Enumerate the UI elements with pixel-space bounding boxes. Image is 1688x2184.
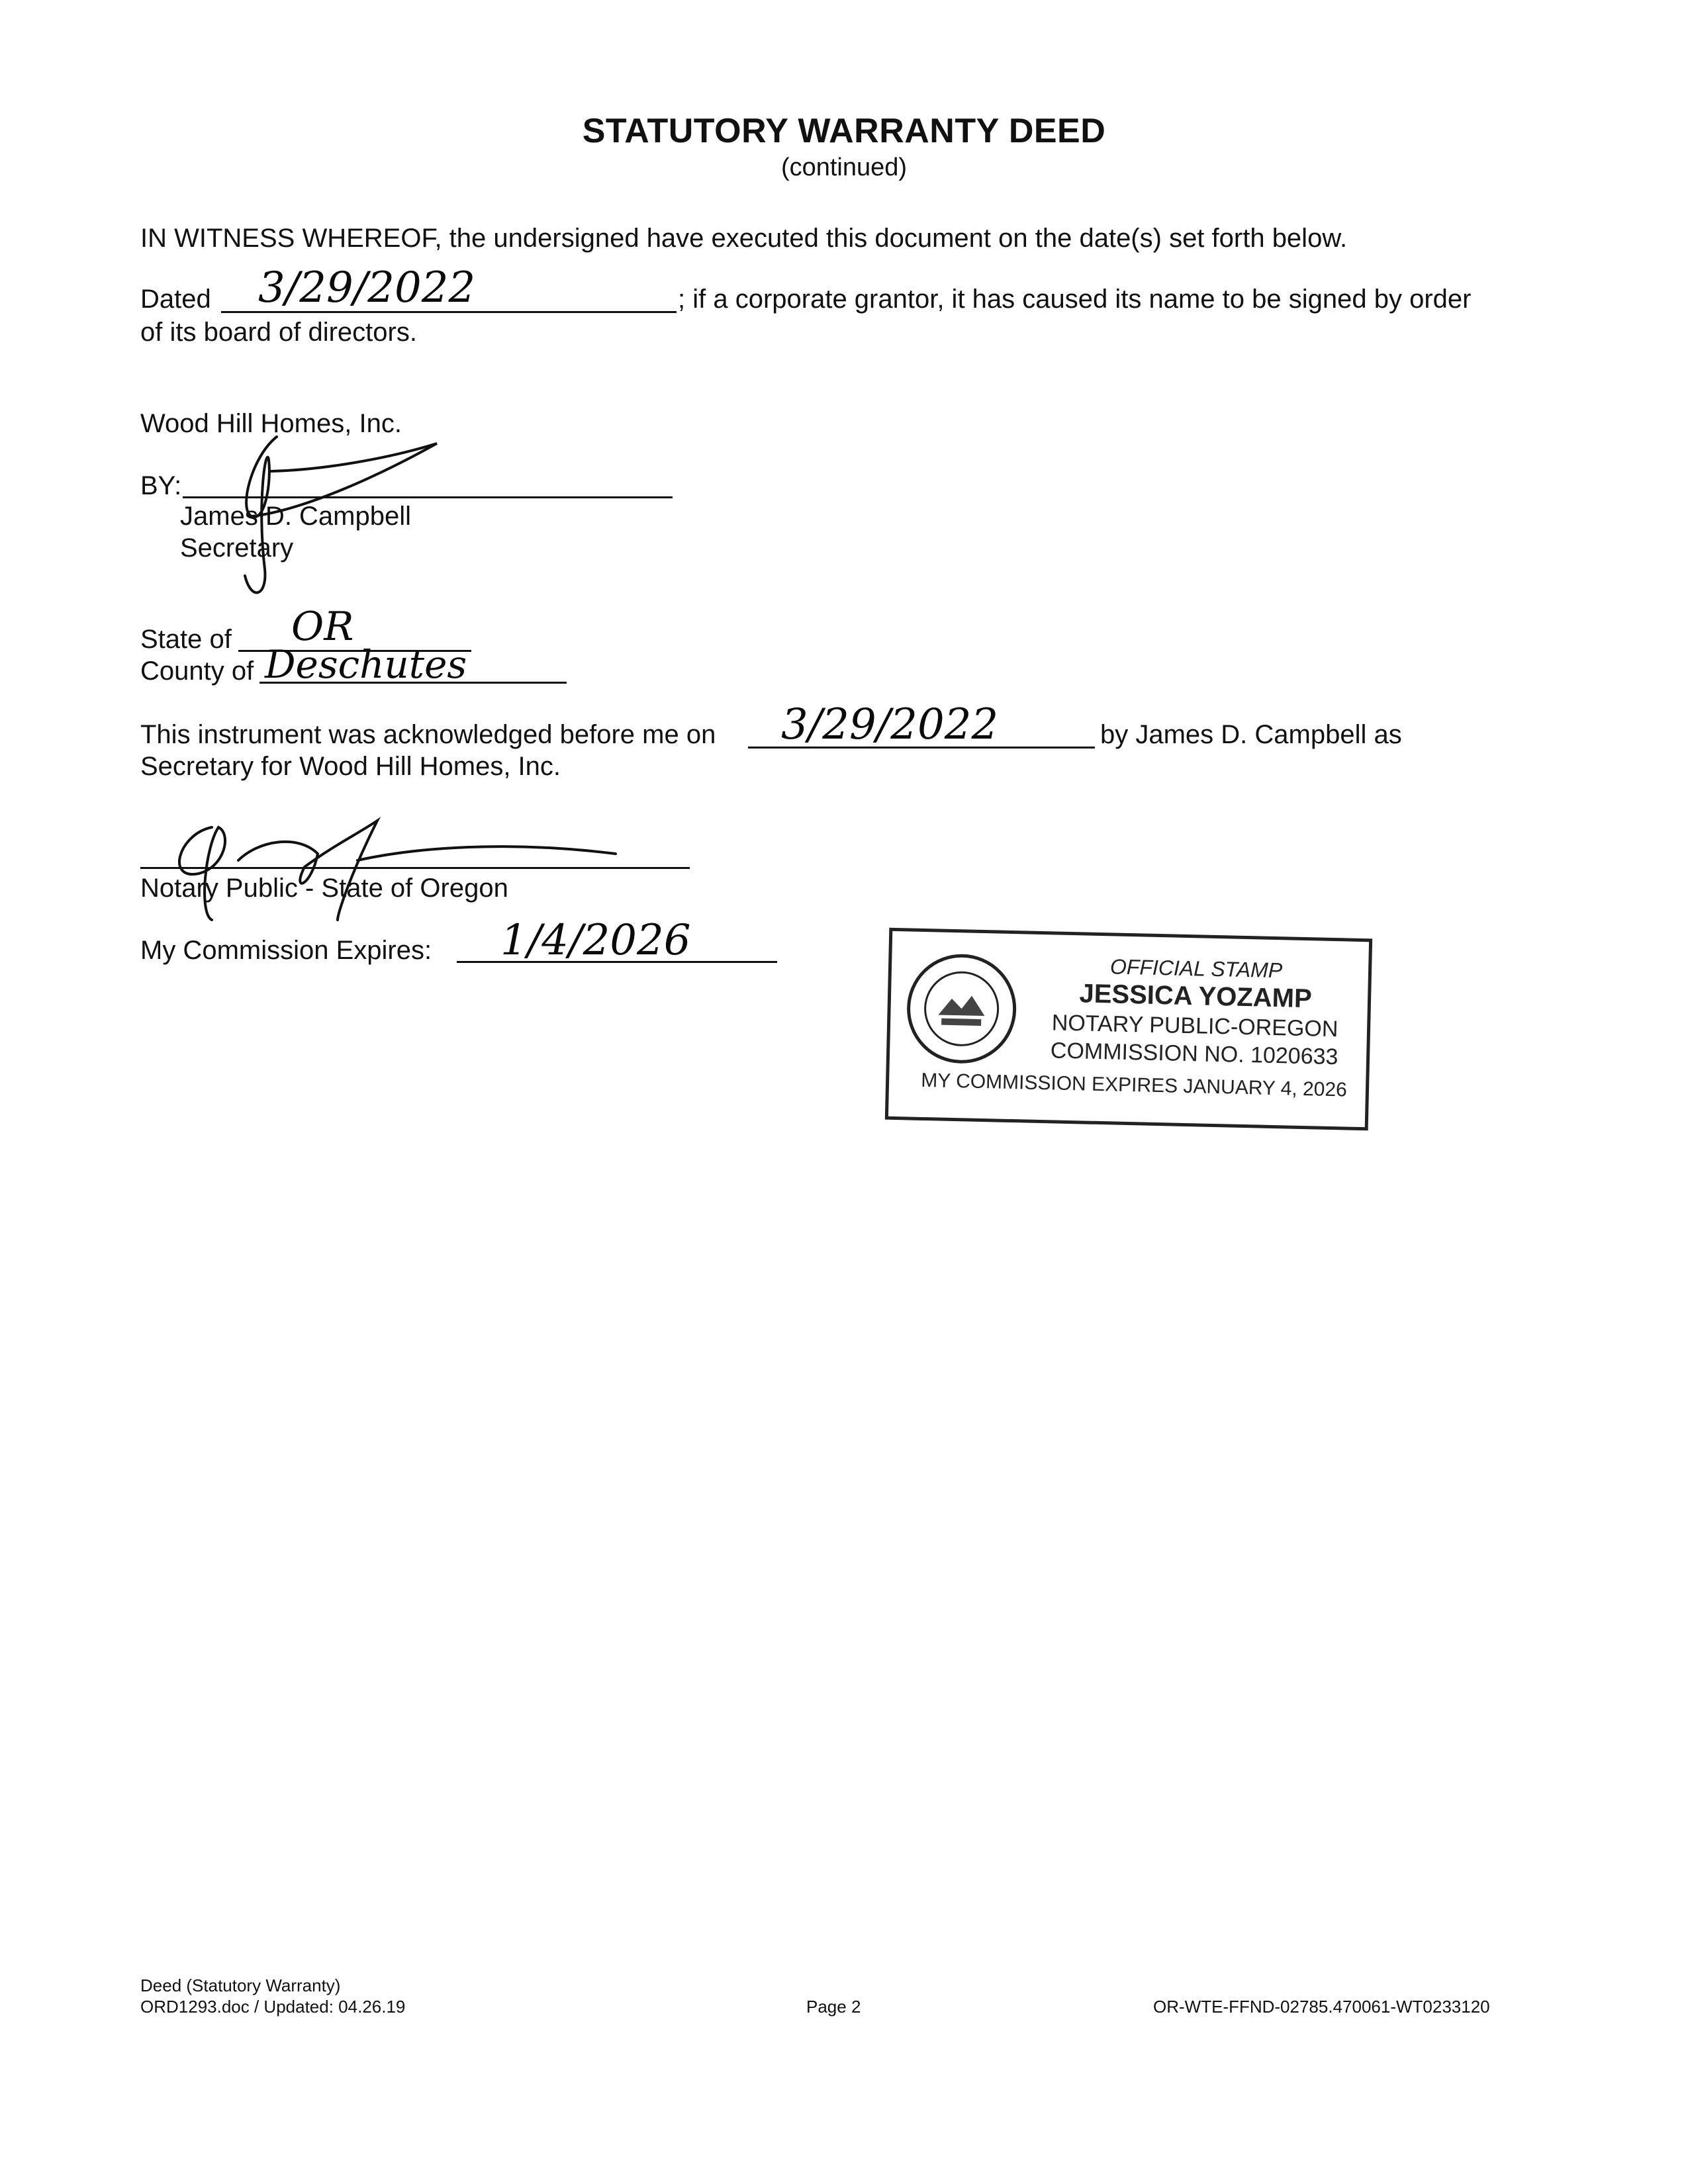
state-handwritten-value: OR [291,604,354,650]
commission-label: My Commission Expires: [140,936,432,965]
acknowledgement-continuation: Secretary for Wood Hill Homes, Inc. [140,752,561,781]
notary-label: Notary Public - State of Oregon [140,874,508,903]
stamp-line-commission-number: COMMISSION NO. 1020633 [1050,1038,1338,1070]
footer-form-version: ORD1293.doc / Updated: 04.26.19 [140,1997,406,2017]
document-subtitle: (continued) [780,154,908,181]
notary-stamp [885,928,1372,1130]
dated-continuation: of its board of directors. [140,318,417,347]
dated-suffix: ; if a corporate grantor, it has caused its name to be signed by order [678,285,1472,314]
acknowledgement-suffix: by James D. Campbell as [1100,720,1402,749]
footer-page-number: Page 2 [806,1997,861,2017]
grantor-signature [225,397,450,609]
acknowledgement-handwritten-date: 3/29/2022 [781,700,999,749]
stamp-line-expiration: MY COMMISSION EXPIRES JANUARY 4, 2026 [921,1069,1348,1101]
county-handwritten-value: Deschutes [265,642,467,687]
dated-handwritten-value: 3/29/2022 [258,263,476,312]
witness-text: IN WITNESS WHEREOF, the undersigned have executed this document on the date(s) set forth below. [140,224,1348,253]
commission-handwritten-value: 1/4/2026 [500,916,691,965]
stamp-line-notary-public: NOTARY PUBLIC-OREGON [1051,1010,1338,1042]
footer-form-name: Deed (Statutory Warranty) [140,1976,341,1995]
stamp-line-notary-name: JESSICA YOZAMP [1079,979,1313,1014]
document-title: STATUTORY WARRANTY DEED [582,112,1106,150]
footer-document-id: OR-WTE-FFND-02785.470061-WT0233120 [1153,1997,1490,2017]
signer-title: Secretary [180,533,294,563]
signer-name: James D. Campbell [180,502,412,531]
state-seal-icon [904,951,1019,1066]
state-label: State of [140,625,232,654]
county-label: County of [140,657,254,686]
by-label: BY: [140,471,182,500]
dated-label: Dated [140,285,211,314]
notary-signature-line [140,867,690,869]
acknowledgement-text: This instrument was acknowledged before me on [140,720,716,749]
company-name: Wood Hill Homes, Inc. [140,409,402,438]
stamp-line-official: OFFICIAL STAMP [1109,954,1283,983]
